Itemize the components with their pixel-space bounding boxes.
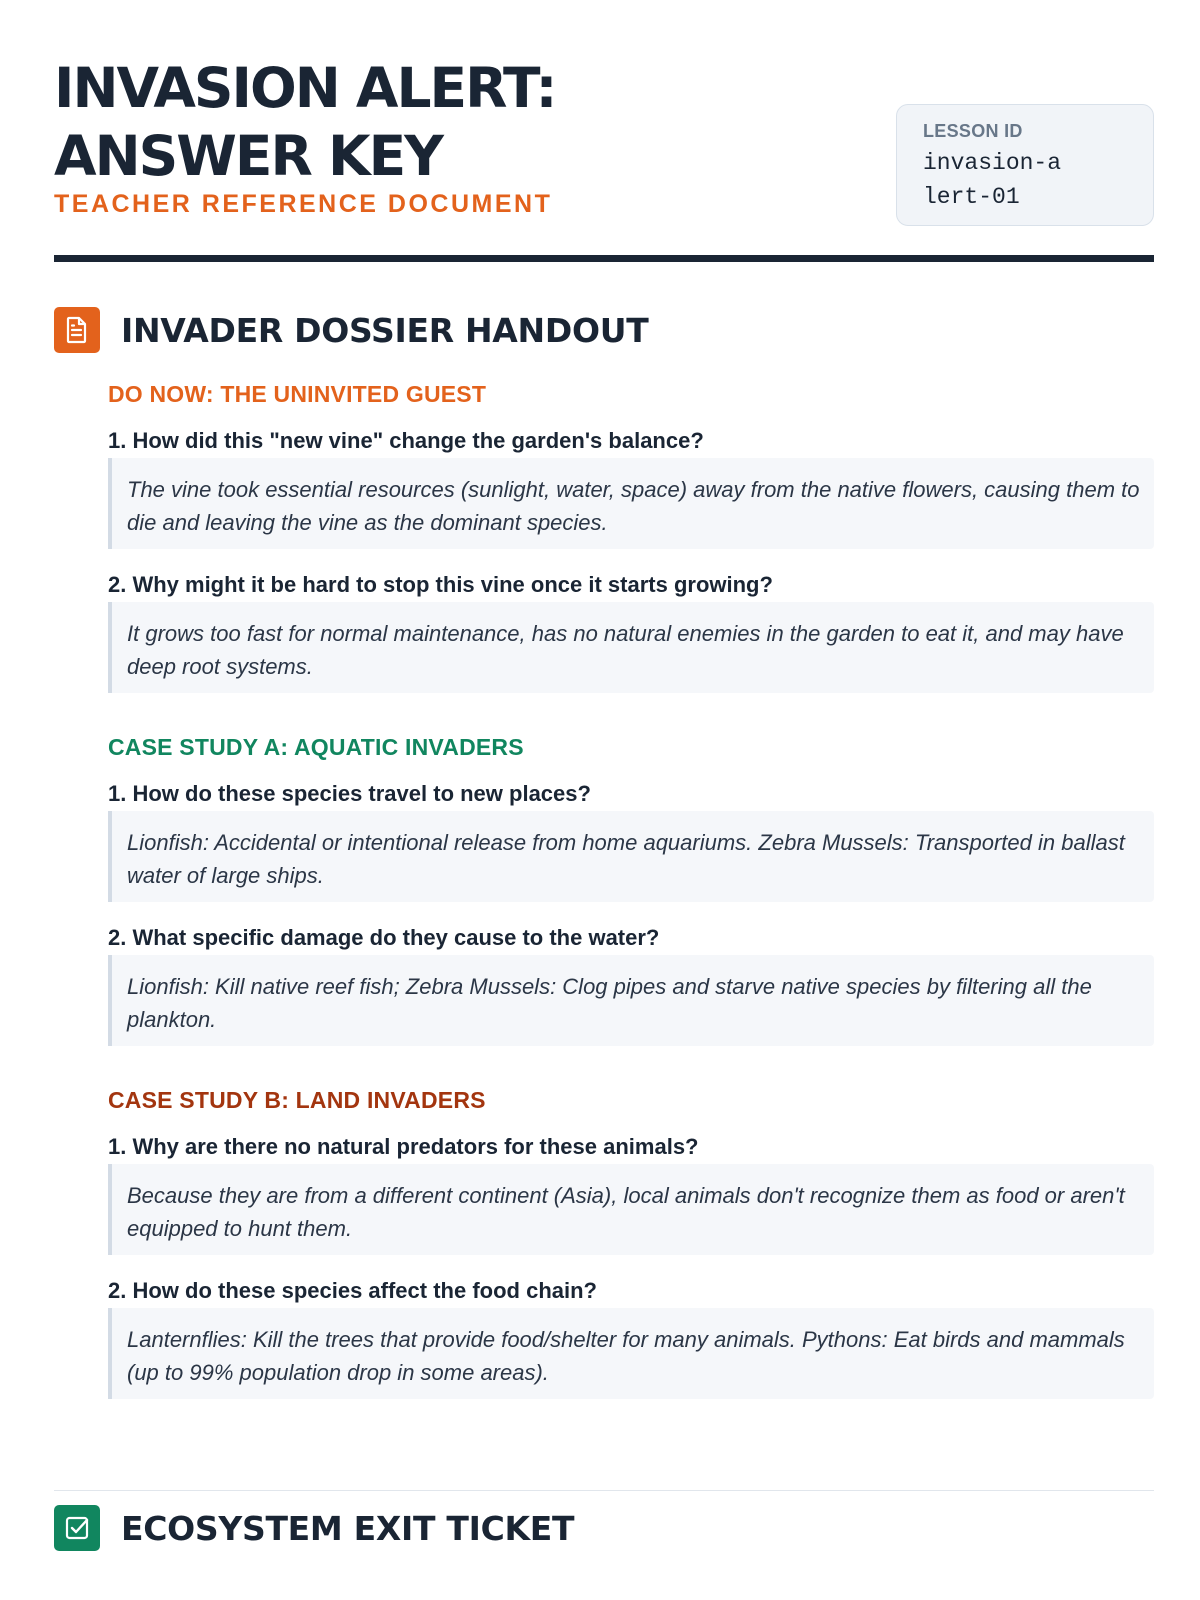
- section-title: INVADER DOSSIER HANDOUT: [121, 310, 649, 350]
- question: 1. How did this "new vine" change the garden's balance?: [108, 428, 704, 453]
- question: 1. How do these species travel to new places?: [108, 781, 591, 806]
- answer-key-page: [54, 0, 1154, 1548]
- answer-block: Because they are from a different continent (Asia), local animals don't recognize them as food or aren't equipped to hunt them.: [108, 1164, 1154, 1255]
- title-line-1: INVASION ALERT:: [54, 56, 556, 120]
- section-title: ECOSYSTEM EXIT TICKET: [121, 1508, 575, 1548]
- title-line-2: ANSWER KEY: [54, 124, 442, 188]
- answer-block: The vine took essential resources (sunlight, water, space) away from the native flowers, causing them to die and leaving the vine as the dominant species.: [108, 458, 1154, 549]
- document-header: [54, 0, 1154, 263]
- answer-block: It grows too fast for normal maintenance, has no natural enemies in the garden to eat it, and may have deep root systems.: [108, 602, 1154, 693]
- lesson-id-card: [896, 104, 1154, 226]
- section-divider: [54, 1490, 1154, 1491]
- header-divider: [54, 255, 1154, 262]
- section-header-exit-ticket: [54, 1505, 574, 1551]
- section-header-dossier: [54, 307, 648, 353]
- checkbox-icon: [54, 1505, 100, 1551]
- question: 2. How do these species affect the food chain?: [108, 1278, 597, 1303]
- lesson-id-label: LESSON ID: [923, 121, 1023, 141]
- group-heading-case-study-b: CASE STUDY B: LAND INVADERS: [108, 1087, 486, 1113]
- document-icon: [54, 307, 100, 353]
- question: 2. What specific damage do they cause to the water?: [108, 925, 660, 950]
- question: 1. Why are there no natural predators for these animals?: [108, 1134, 699, 1159]
- answer-block: Lionfish: Kill native reef fish; Zebra Mussels: Clog pipes and starve native species by filtering all the plankton.: [108, 955, 1154, 1046]
- group-heading-do-now: DO NOW: THE UNINVITED GUEST: [108, 381, 487, 407]
- page-subtitle: TEACHER REFERENCE DOCUMENT: [54, 190, 553, 218]
- lesson-id-value: invasion-alert-01: [923, 150, 1062, 210]
- answer-block: Lanternflies: Kill the trees that provide food/shelter for many animals. Pythons: Eat birds and mammals (up to 99% population drop in some areas).: [108, 1308, 1154, 1399]
- question: 2. Why might it be hard to stop this vine once it starts growing?: [108, 572, 773, 597]
- group-heading-case-study-a: CASE STUDY A: AQUATIC INVADERS: [108, 734, 524, 760]
- page-title: [54, 54, 555, 190]
- answer-block: Lionfish: Accidental or intentional release from home aquariums. Zebra Mussels: Transported in ballast water of large ships.: [108, 811, 1154, 902]
